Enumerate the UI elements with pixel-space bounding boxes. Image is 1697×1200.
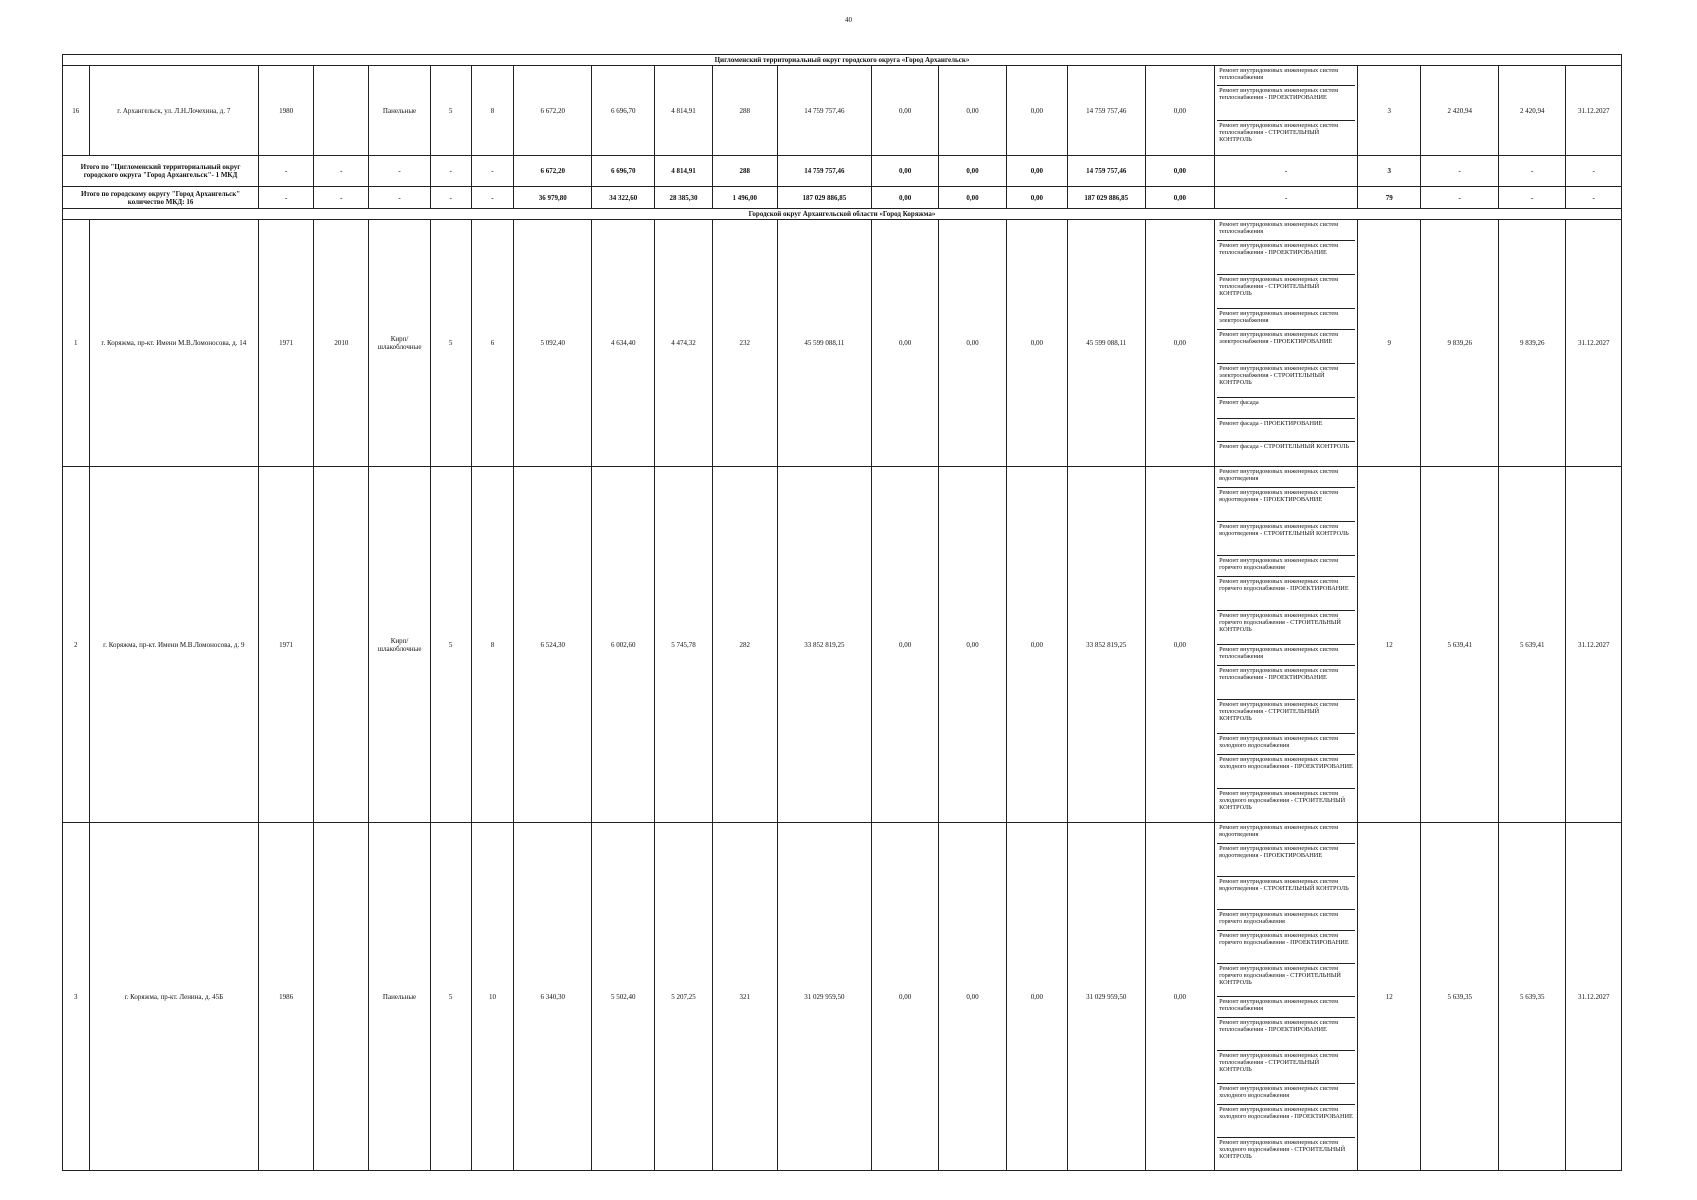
work-item: Ремонт внутридомовых инженерных систем водоотведения xyxy=(1217,823,1355,844)
area-living: 4 634,40 xyxy=(592,220,655,467)
area-total: 6 340,30 xyxy=(514,823,592,1171)
works-count: 12 xyxy=(1358,823,1421,1171)
dash: - xyxy=(471,156,514,187)
entrances: 10 xyxy=(471,823,514,1171)
wall-material: Панельные xyxy=(369,66,430,156)
area-total: 6 672,20 xyxy=(514,66,592,156)
work-item: Ремонт внутридомовых инженерных систем электроснабжения - СТРОИТЕЛЬНЫЙ КОНТРОЛЬ xyxy=(1217,364,1355,398)
area-owned: 4 814,91 xyxy=(655,156,712,187)
cost-total: 187 029 886,85 xyxy=(777,187,871,209)
repair-register-table xyxy=(62,54,1622,1171)
entrances: 8 xyxy=(471,467,514,823)
dash: - xyxy=(369,187,430,209)
dash: - xyxy=(1566,156,1622,187)
work-item: Ремонт фасада xyxy=(1217,398,1355,419)
fund-regional: 0,00 xyxy=(939,823,1006,1171)
fund-local: 0,00 xyxy=(1006,220,1067,467)
area-living: 34 322,60 xyxy=(592,187,655,209)
area-living: 6 002,60 xyxy=(592,467,655,823)
area-owned: 28 385,30 xyxy=(655,187,712,209)
section-total-row xyxy=(63,156,1622,187)
work-item: Ремонт внутридомовых инженерных систем теплоснабжения xyxy=(1217,997,1355,1018)
work-item: Ремонт внутридомовых инженерных систем горячего водоснабжения - СТРОИТЕЛЬНЫЙ КОНТРОЛЬ xyxy=(1217,611,1355,645)
unit-cost: 9 839,26 xyxy=(1421,220,1499,467)
dash: - xyxy=(1566,187,1622,209)
dash: - xyxy=(259,187,314,209)
section-header-row xyxy=(63,209,1622,220)
work-item: Ремонт внутридомовых инженерных систем холодного водоснабжения - ПРОЕКТИРОВАНИЕ xyxy=(1217,755,1355,789)
fund-other: 0,00 xyxy=(1145,156,1214,187)
unit-cost-limit: 5 639,35 xyxy=(1499,823,1566,1171)
dash: - xyxy=(314,156,369,187)
row-number: 3 xyxy=(63,823,90,1171)
area-living: 5 502,40 xyxy=(592,823,655,1171)
cost-total: 33 852 819,25 xyxy=(777,467,871,823)
year-repair xyxy=(314,823,369,1171)
year-built: 1986 xyxy=(259,823,314,1171)
work-item: Ремонт внутридомовых инженерных систем теплоснабжения - СТРОИТЕЛЬНЫЙ КОНТРОЛЬ xyxy=(1217,1051,1355,1084)
dash: - xyxy=(259,156,314,187)
fund-owners: 31 029 959,50 xyxy=(1067,823,1145,1171)
residents: 288 xyxy=(712,66,777,156)
work-item: Ремонт внутридомовых инженерных систем горячего водоснабжения xyxy=(1217,556,1355,577)
year-repair xyxy=(314,467,369,823)
works-count: 12 xyxy=(1358,467,1421,823)
deadline: 31.12.2027 xyxy=(1566,823,1622,1171)
fund-local: 0,00 xyxy=(1006,187,1067,209)
works-list xyxy=(1215,823,1358,1171)
year-repair xyxy=(314,66,369,156)
fund-regional: 0,00 xyxy=(939,66,1006,156)
residents: 1 496,00 xyxy=(712,187,777,209)
work-item: Ремонт внутридомовых инженерных систем холодного водоснабжения - СТРОИТЕЛЬНЫЙ КОНТРОЛЬ xyxy=(1219,1139,1346,1161)
work-item: Ремонт внутридомовых инженерных систем теплоснабжения - ПРОЕКТИРОВАНИЕ xyxy=(1217,666,1355,700)
unit-cost: 5 639,41 xyxy=(1421,467,1499,823)
row-number: 2 xyxy=(63,467,90,823)
fund-owners: 45 599 088,11 xyxy=(1067,220,1145,467)
year-repair: 2010 xyxy=(314,220,369,467)
fund-other: 0,00 xyxy=(1145,823,1214,1171)
dash: - xyxy=(1421,187,1499,209)
works-count: 3 xyxy=(1358,156,1421,187)
area-owned: 4 814,91 xyxy=(655,66,712,156)
dash: - xyxy=(314,187,369,209)
work-item: Ремонт внутридомовых инженерных систем теплоснабжения xyxy=(1217,645,1355,666)
works-count: 3 xyxy=(1358,66,1421,156)
deadline: 31.12.2027 xyxy=(1566,467,1622,823)
work-item: Ремонт внутридомовых инженерных систем горячего водоснабжения - ПРОЕКТИРОВАНИЕ xyxy=(1217,577,1355,611)
work-item: Ремонт фасада - ПРОЕКТИРОВАНИЕ xyxy=(1217,419,1355,442)
wall-material: Кирп/ шлакоблочные xyxy=(369,467,430,823)
fund-federal: 0,00 xyxy=(871,220,938,467)
dash: - xyxy=(1215,156,1358,187)
fund-federal: 0,00 xyxy=(871,467,938,823)
work-item: Ремонт внутридомовых инженерных систем водоотведения xyxy=(1217,467,1355,488)
unit-cost: 2 420,94 xyxy=(1421,66,1499,156)
page-number: 40 xyxy=(845,16,852,24)
work-item: Ремонт внутридомовых инженерных систем холодного водоснабжения - СТРОИТЕЛЬНЫЙ КОНТРОЛЬ xyxy=(1219,790,1346,812)
work-item: Ремонт внутридомовых инженерных систем теплоснабжения - ПРОЕКТИРОВАНИЕ xyxy=(1217,241,1355,275)
unit-cost-limit: 9 839,26 xyxy=(1499,220,1566,467)
area-total: 36 979,80 xyxy=(514,187,592,209)
floors: 5 xyxy=(430,823,471,1171)
area-living: 6 696,70 xyxy=(592,156,655,187)
table-row xyxy=(63,823,1622,1171)
cost-total: 14 759 757,46 xyxy=(777,156,871,187)
dash: - xyxy=(1215,187,1358,209)
fund-federal: 0,00 xyxy=(871,823,938,1171)
residents: 232 xyxy=(712,220,777,467)
area-owned: 4 474,32 xyxy=(655,220,712,467)
work-item: Ремонт внутридомовых инженерных систем горячего водоснабжения xyxy=(1217,910,1355,931)
address: г. Архангельск, ул. Л.Н.Лочехина, д. 7 xyxy=(89,66,259,156)
work-item: Ремонт внутридомовых инженерных систем холодного водоснабжения xyxy=(1217,734,1355,755)
area-total: 6 524,30 xyxy=(514,467,592,823)
total-label: Итого по "Цигломенский территориальный округ городского округа "Город Архангельск"- 1 МКД xyxy=(63,156,259,187)
works-list xyxy=(1215,66,1358,156)
table-row xyxy=(63,66,1622,156)
grand-total-row xyxy=(63,187,1622,209)
fund-federal: 0,00 xyxy=(871,187,938,209)
fund-other: 0,00 xyxy=(1145,187,1214,209)
work-item: Ремонт внутридомовых инженерных систем горячего водоснабжения - СТРОИТЕЛЬНЫЙ КОНТРОЛЬ xyxy=(1217,964,1355,997)
fund-local: 0,00 xyxy=(1006,823,1067,1171)
address: г. Коряжма, пр-кт. Ленина, д. 45Б xyxy=(89,823,259,1171)
table-row xyxy=(63,467,1622,823)
area-total: 6 672,20 xyxy=(514,156,592,187)
fund-federal: 0,00 xyxy=(871,156,938,187)
unit-cost: 5 639,35 xyxy=(1421,823,1499,1171)
work-item: Ремонт внутридомовых инженерных систем водоотведения - СТРОИТЕЛЬНЫЙ КОНТРОЛЬ xyxy=(1217,522,1355,556)
work-item: Ремонт внутридомовых инженерных систем водоотведения - ПРОЕКТИРОВАНИЕ xyxy=(1217,844,1355,877)
fund-regional: 0,00 xyxy=(939,156,1006,187)
table-row xyxy=(63,220,1622,467)
residents: 321 xyxy=(712,823,777,1171)
fund-federal: 0,00 xyxy=(871,66,938,156)
residents: 282 xyxy=(712,467,777,823)
row-number: 1 xyxy=(63,220,90,467)
dash: - xyxy=(369,156,430,187)
row-number: 16 xyxy=(63,66,90,156)
dash: - xyxy=(430,187,471,209)
total-label: Итого по городскому округу "Город Архангельск" количество МКД: 16 xyxy=(63,187,259,209)
fund-owners: 187 029 886,85 xyxy=(1067,187,1145,209)
area-owned: 5 207,25 xyxy=(655,823,712,1171)
fund-owners: 14 759 757,46 xyxy=(1067,156,1145,187)
wall-material: Панельные xyxy=(369,823,430,1171)
address: г. Коряжма, пр-кт. Имени М.В.Ломоносова, д. 9 xyxy=(89,467,259,823)
cost-total: 45 599 088,11 xyxy=(777,220,871,467)
work-item: Ремонт внутридомовых инженерных систем теплоснабжения xyxy=(1217,220,1355,241)
floors: 5 xyxy=(430,467,471,823)
works-list xyxy=(1215,467,1358,823)
entrances: 8 xyxy=(471,66,514,156)
work-item: Ремонт внутридомовых инженерных систем электроснабжения xyxy=(1217,309,1355,330)
work-item: Ремонт внутридомовых инженерных систем горячего водоснабжения - ПРОЕКТИРОВАНИЕ xyxy=(1217,931,1355,964)
works-count: 79 xyxy=(1358,187,1421,209)
work-item: Ремонт внутридомовых инженерных систем теплоснабжения - ПРОЕКТИРОВАНИЕ xyxy=(1217,1018,1355,1051)
unit-cost-limit: 2 420,94 xyxy=(1499,66,1566,156)
dash: - xyxy=(1499,187,1566,209)
address: г. Коряжма, пр-кт. Имени М.В.Ломоносова, д. 14 xyxy=(89,220,259,467)
works-list xyxy=(1215,220,1358,467)
dash: - xyxy=(1421,156,1499,187)
year-built: 1971 xyxy=(259,467,314,823)
unit-cost-limit: 5 639,41 xyxy=(1499,467,1566,823)
fund-owners: 14 759 757,46 xyxy=(1067,66,1145,156)
deadline: 31.12.2027 xyxy=(1566,66,1622,156)
wall-material: Кирп/ шлакоблочные xyxy=(369,220,430,467)
fund-other: 0,00 xyxy=(1145,467,1214,823)
dash: - xyxy=(471,187,514,209)
work-item: Ремонт внутридомовых инженерных систем холодного водоснабжения - ПРОЕКТИРОВАНИЕ xyxy=(1217,1105,1355,1138)
fund-owners: 33 852 819,25 xyxy=(1067,467,1145,823)
year-built: 1971 xyxy=(259,220,314,467)
floors: 5 xyxy=(430,66,471,156)
work-item: Ремонт внутридомовых инженерных систем холодного водоснабжения xyxy=(1217,1084,1355,1105)
entrances: 6 xyxy=(471,220,514,467)
work-item: Ремонт внутридомовых инженерных систем водоотведения - СТРОИТЕЛЬНЫЙ КОНТРОЛЬ xyxy=(1217,877,1355,910)
fund-local: 0,00 xyxy=(1006,66,1067,156)
cost-total: 14 759 757,46 xyxy=(777,66,871,156)
fund-local: 0,00 xyxy=(1006,467,1067,823)
section-title: Цигломенский территориальный округ городского округа «Город Архангельск» xyxy=(63,55,1622,66)
year-built: 1980 xyxy=(259,66,314,156)
area-living: 6 696,70 xyxy=(592,66,655,156)
floors: 5 xyxy=(430,220,471,467)
fund-regional: 0,00 xyxy=(939,220,1006,467)
fund-regional: 0,00 xyxy=(939,187,1006,209)
work-item: Ремонт внутридомовых инженерных систем электроснабжения - ПРОЕКТИРОВАНИЕ xyxy=(1217,330,1355,364)
fund-other: 0,00 xyxy=(1145,66,1214,156)
deadline: 31.12.2027 xyxy=(1566,220,1622,467)
work-item: Ремонт фасада - СТРОИТЕЛЬНЫЙ КОНТРОЛЬ xyxy=(1219,443,1349,450)
cost-total: 31 029 959,50 xyxy=(777,823,871,1171)
works-count: 9 xyxy=(1358,220,1421,467)
residents: 288 xyxy=(712,156,777,187)
area-owned: 5 745,78 xyxy=(655,467,712,823)
work-item: Ремонт внутридомовых инженерных систем теплоснабжения - СТРОИТЕЛЬНЫЙ КОНТРОЛЬ xyxy=(1217,700,1355,734)
dash: - xyxy=(1499,156,1566,187)
work-item: Ремонт внутридомовых инженерных систем теплоснабжения - СТРОИТЕЛЬНЫЙ КОНТРОЛЬ xyxy=(1217,275,1355,309)
work-item: Ремонт внутридомовых инженерных систем теплоснабжения xyxy=(1217,66,1355,86)
work-item: Ремонт внутридомовых инженерных систем теплоснабжения - СТРОИТЕЛЬНЫЙ КОНТРОЛЬ xyxy=(1219,122,1339,144)
fund-local: 0,00 xyxy=(1006,156,1067,187)
section-header-row xyxy=(63,55,1622,66)
fund-regional: 0,00 xyxy=(939,467,1006,823)
area-total: 5 092,40 xyxy=(514,220,592,467)
dash: - xyxy=(430,156,471,187)
section-title: Городской округ Архангельской области «Город Коряжма» xyxy=(63,209,1622,220)
work-item: Ремонт внутридомовых инженерных систем теплоснабжения - ПРОЕКТИРОВАНИЕ xyxy=(1217,86,1355,121)
work-item: Ремонт внутридомовых инженерных систем водоотведения - ПРОЕКТИРОВАНИЕ xyxy=(1217,488,1355,522)
fund-other: 0,00 xyxy=(1145,220,1214,467)
